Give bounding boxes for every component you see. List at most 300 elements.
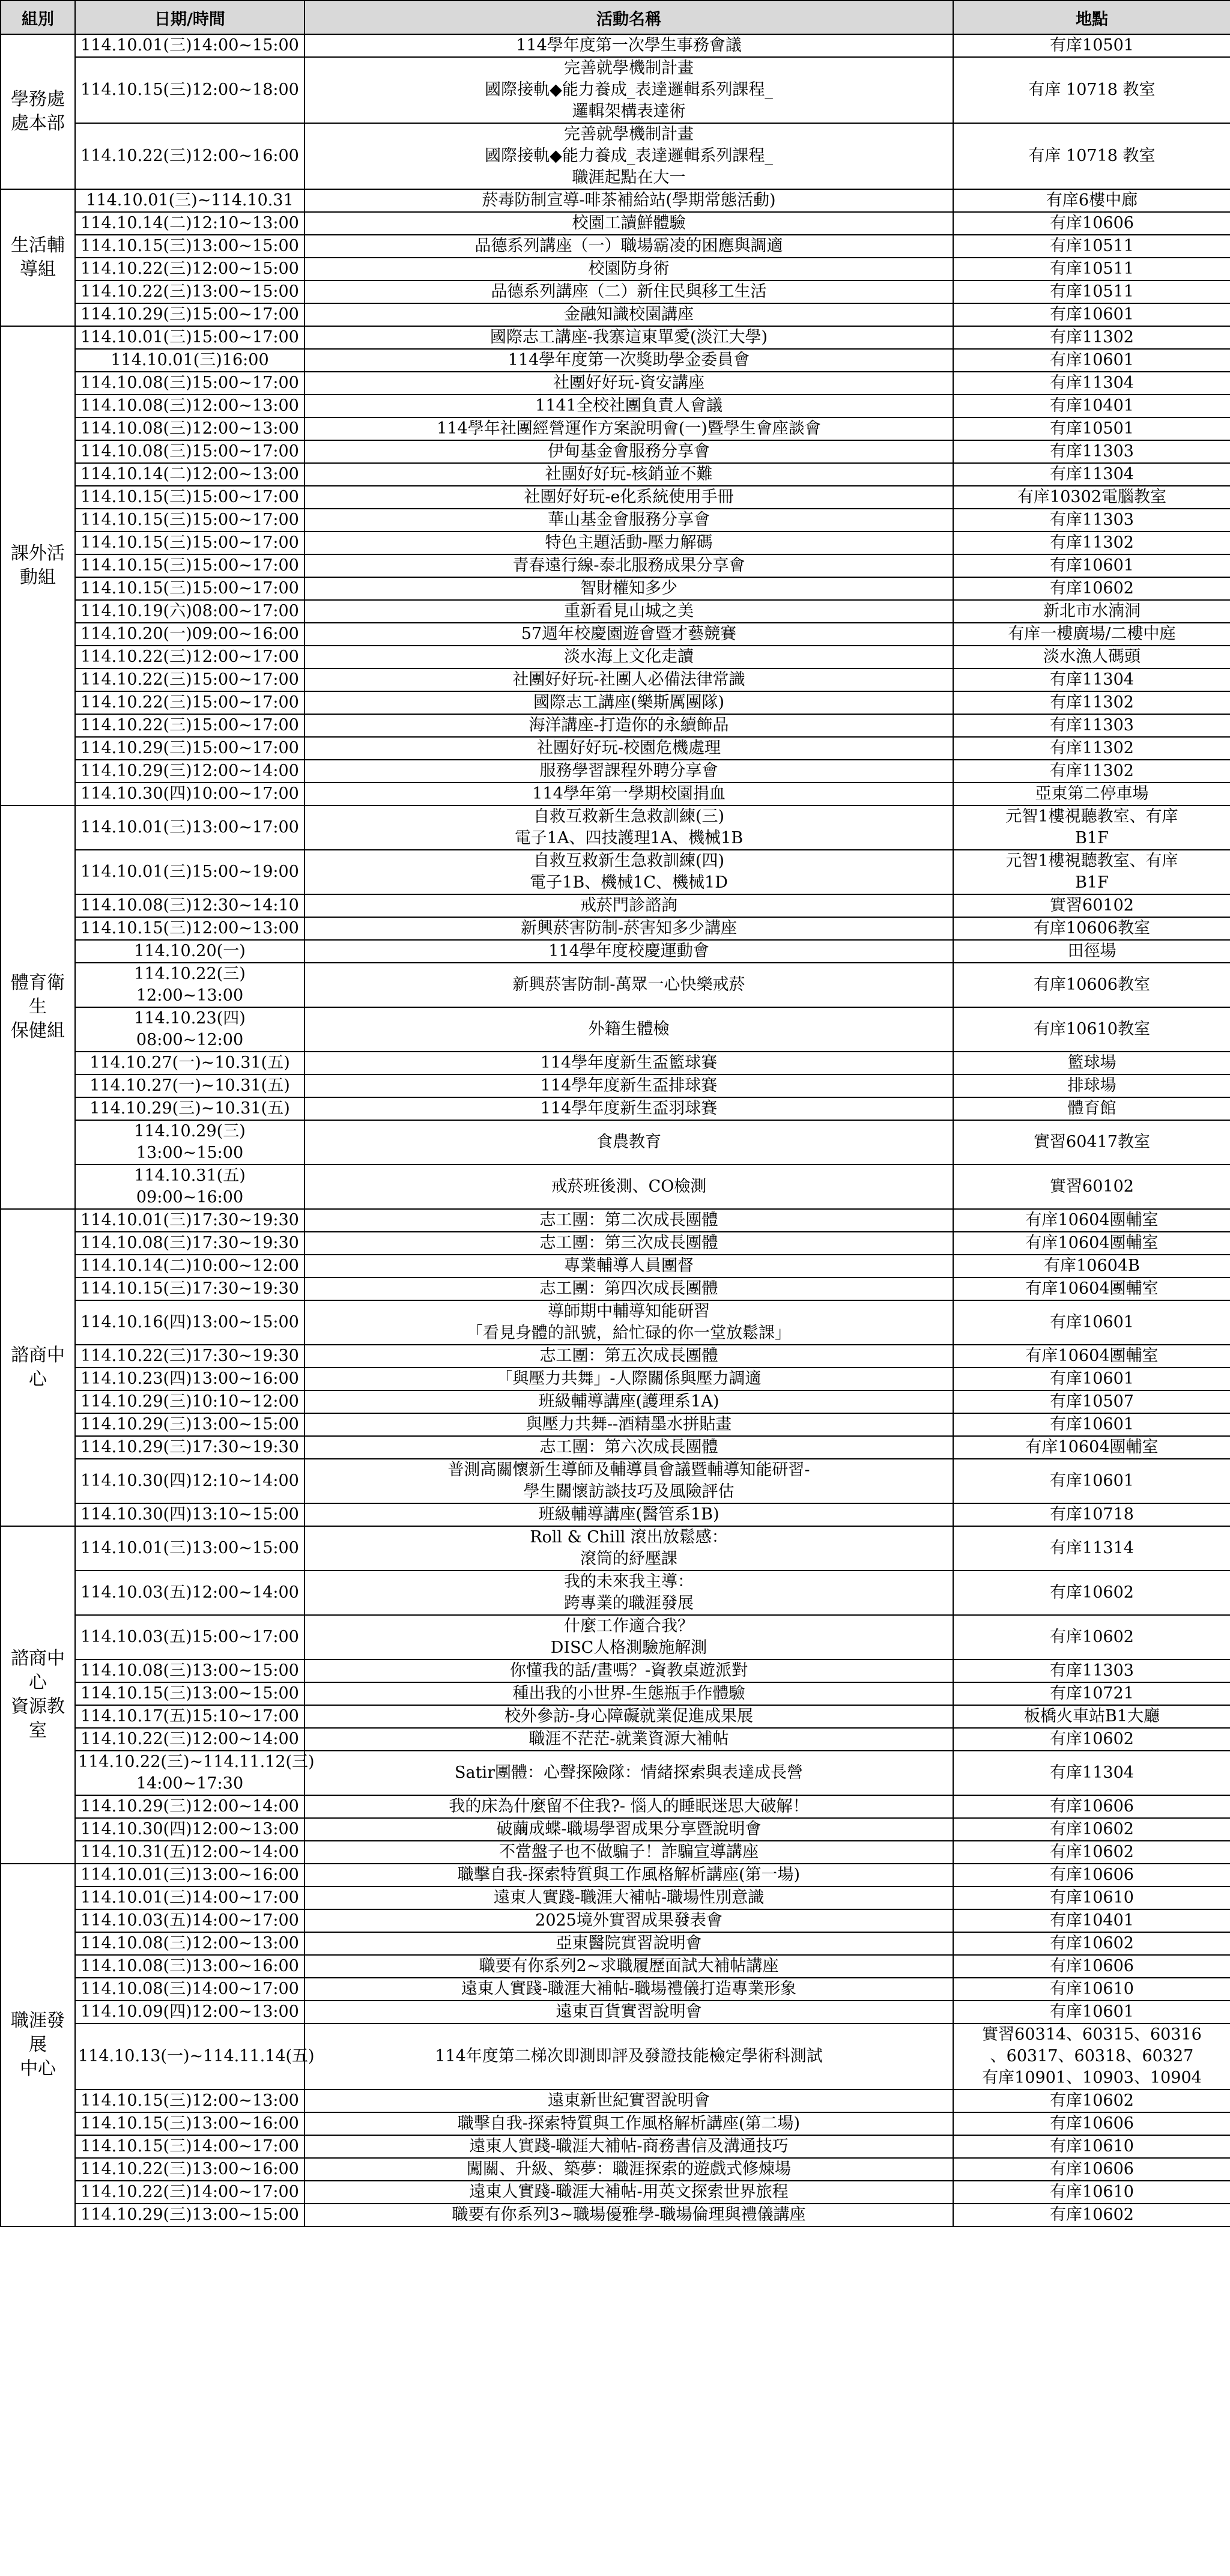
cell-location: 有庠10602 [953, 1615, 1230, 1659]
table-row [1, 123, 1230, 189]
table-row [1, 532, 1230, 554]
table-row [1, 1728, 1230, 1751]
cell-date: 114.10.30(四)12:10~14:00 [75, 1459, 304, 1503]
cell-activity: 新興菸害防制-萬眾一心快樂戒菸 [304, 963, 953, 1007]
cell-location: 淡水漁人碼頭 [953, 646, 1230, 668]
table-row [1, 212, 1230, 235]
cell-location: 有庠10401 [953, 1909, 1230, 1932]
cell-location: 新北市水湳洞 [953, 600, 1230, 623]
cell-date: 114.10.01(三)~114.10.31 [75, 189, 304, 212]
table-row [1, 1232, 1230, 1255]
cell-location: 有庠11304 [953, 463, 1230, 486]
table-row [1, 1682, 1230, 1705]
cell-date: 114.10.20(一)09:00~16:00 [75, 623, 304, 646]
cell-activity: 職擊自我-探索特質與工作風格解析講座(第二場) [304, 2112, 953, 2135]
table-row [1, 760, 1230, 783]
cell-location: 有庠10606教室 [953, 963, 1230, 1007]
table-row [1, 57, 1230, 123]
table-row [1, 189, 1230, 212]
cell-date: 114.10.22(三)12:00~17:00 [75, 646, 304, 668]
cell-date: 114.10.01(三)13:00~15:00 [75, 1526, 304, 1571]
table-row [1, 326, 1230, 349]
cell-location: 有庠11302 [953, 760, 1230, 783]
table-row [1, 417, 1230, 440]
cell-location: 有庠10602 [953, 1728, 1230, 1751]
cell-date: 114.10.29(三)15:00~17:00 [75, 737, 304, 760]
table-row [1, 1209, 1230, 1232]
cell-location: 有庠10501 [953, 417, 1230, 440]
cell-location: 有庠10604團輔室 [953, 1345, 1230, 1368]
cell-location: 有庠10610 [953, 1887, 1230, 1909]
table-row [1, 1615, 1230, 1659]
cell-activity: 社團好好玩-e化系統使用手冊 [304, 486, 953, 509]
header-location: 地點 [953, 1, 1230, 34]
cell-activity: 114學年度第一次獎助學金委員會 [304, 349, 953, 372]
cell-location: 板橋火車站B1大廳 [953, 1705, 1230, 1728]
table-row [1, 1887, 1230, 1909]
table-row [1, 1955, 1230, 1978]
cell-location: 元智1樓視聽教室、有庠 B1F [953, 805, 1230, 850]
cell-activity: 國際志工講座(樂斯厲團隊) [304, 691, 953, 714]
cell-activity: 亞東醫院實習說明會 [304, 1932, 953, 1955]
cell-location: 籃球場 [953, 1052, 1230, 1074]
cell-date: 114.10.01(三)15:00~19:00 [75, 850, 304, 894]
cell-location: 有庠10602 [953, 1818, 1230, 1841]
cell-date: 114.10.29(三)12:00~14:00 [75, 1795, 304, 1818]
cell-activity: Roll & Chill 滾出放鬆感： 滾筒的紓壓課 [304, 1526, 953, 1571]
table-row [1, 1436, 1230, 1459]
cell-date: 114.10.08(三)13:00~15:00 [75, 1659, 304, 1682]
cell-date: 114.10.22(三) 12:00~13:00 [75, 963, 304, 1007]
group-name: 諮商中心 [1, 1209, 75, 1526]
cell-location: 有庠10511 [953, 235, 1230, 258]
cell-activity: 社團好好玩-社團人必備法律常識 [304, 668, 953, 691]
cell-location: 田徑場 [953, 940, 1230, 963]
table-row [1, 2181, 1230, 2204]
table-row [1, 2001, 1230, 2023]
cell-activity: 志工團：第三次成長團體 [304, 1232, 953, 1255]
cell-location: 有庠10601 [953, 303, 1230, 326]
cell-activity: 海洋講座-打造你的永續飾品 [304, 714, 953, 737]
cell-date: 114.10.01(三)15:00~17:00 [75, 326, 304, 349]
cell-date: 114.10.08(三)15:00~17:00 [75, 440, 304, 463]
header-row [1, 1, 1230, 34]
cell-activity: 57週年校慶園遊會暨才藝競賽 [304, 623, 953, 646]
cell-date: 114.10.08(三)15:00~17:00 [75, 372, 304, 395]
table-row [1, 2135, 1230, 2158]
cell-activity: 食農教育 [304, 1120, 953, 1165]
table-row [1, 963, 1230, 1007]
table-row [1, 646, 1230, 668]
cell-date: 114.10.29(三)17:30~19:30 [75, 1436, 304, 1459]
cell-activity: 特色主題活動-壓力解碼 [304, 532, 953, 554]
cell-activity: 職涯不茫茫-就業資源大補帖 [304, 1728, 953, 1751]
cell-activity: 淡水海上文化走讀 [304, 646, 953, 668]
cell-activity: 國際志工講座-我寨這東單愛(淡江大學) [304, 326, 953, 349]
cell-date: 114.10.15(三)12:00~13:00 [75, 2090, 304, 2112]
cell-location: 有庠10610 [953, 2181, 1230, 2204]
cell-activity: 我的床為什麼留不住我?- 惱人的睡眠迷思大破解！ [304, 1795, 953, 1818]
cell-activity: 青春遠行線-泰北服務成果分享會 [304, 554, 953, 577]
cell-date: 114.10.15(三)13:00~16:00 [75, 2112, 304, 2135]
cell-location: 有庠11303 [953, 1659, 1230, 1682]
cell-date: 114.10.29(三)15:00~17:00 [75, 303, 304, 326]
table-row [1, 1390, 1230, 1413]
cell-date: 114.10.14(二)12:00~13:00 [75, 463, 304, 486]
table-row [1, 668, 1230, 691]
group-name: 體育衛生 保健組 [1, 805, 75, 1209]
cell-activity: 遠東人實踐-職涯大補帖-職場禮儀打造專業形象 [304, 1978, 953, 2001]
table-row [1, 258, 1230, 280]
cell-date: 114.10.15(三)15:00~17:00 [75, 509, 304, 532]
table-row [1, 805, 1230, 850]
cell-date: 114.10.01(三)14:00~15:00 [75, 34, 304, 57]
cell-activity: 什麼工作適合我？ DISC人格測驗施解測 [304, 1615, 953, 1659]
cell-activity: 服務學習課程外聘分享會 [304, 760, 953, 783]
cell-date: 114.10.15(三)15:00~17:00 [75, 532, 304, 554]
table-row [1, 1571, 1230, 1615]
table-row [1, 2204, 1230, 2226]
table-row [1, 1795, 1230, 1818]
cell-activity: 遠東人實踐-職涯大補帖-商務書信及溝通技巧 [304, 2135, 953, 2158]
cell-activity: 種出我的小世界-生態瓶手作體驗 [304, 1682, 953, 1705]
cell-date: 114.10.29(三)~10.31(五) [75, 1097, 304, 1120]
table-row [1, 783, 1230, 805]
cell-location: 有庠10604團輔室 [953, 1436, 1230, 1459]
cell-activity: 班級輔導講座(醫管系1B) [304, 1503, 953, 1526]
cell-location: 實習60102 [953, 1165, 1230, 1209]
cell-location: 有庠11302 [953, 532, 1230, 554]
cell-date: 114.10.22(三)15:00~17:00 [75, 691, 304, 714]
cell-date: 114.10.14(二)10:00~12:00 [75, 1255, 304, 1277]
table-row [1, 1368, 1230, 1390]
cell-location: 有庠11303 [953, 440, 1230, 463]
cell-location: 有庠10606教室 [953, 917, 1230, 940]
cell-date: 114.10.22(三)~114.11.12(三) 14:00~17:30 [75, 1751, 304, 1795]
cell-location: 有庠10604團輔室 [953, 1277, 1230, 1300]
table-row [1, 1345, 1230, 1368]
cell-activity: 你懂我的話/畫嗎？-資教桌遊派對 [304, 1659, 953, 1682]
table-row [1, 2158, 1230, 2181]
cell-location: 有庠10606 [953, 2158, 1230, 2181]
cell-date: 114.10.15(三)13:00~15:00 [75, 235, 304, 258]
cell-location: 有庠10604B [953, 1255, 1230, 1277]
cell-activity: 品德系列講座（二）新住民與移工生活 [304, 280, 953, 303]
cell-activity: 外籍生體檢 [304, 1007, 953, 1052]
table-row [1, 280, 1230, 303]
cell-activity: 志工團：第六次成長團體 [304, 1436, 953, 1459]
table-row [1, 2112, 1230, 2135]
cell-date: 114.10.08(三)12:00~13:00 [75, 417, 304, 440]
header-date: 日期/時間 [75, 1, 304, 34]
cell-location: 有庠10302電腦教室 [953, 486, 1230, 509]
cell-activity: 校園工讀鮮體驗 [304, 212, 953, 235]
cell-location: 有庠11314 [953, 1526, 1230, 1571]
cell-location: 有庠10610教室 [953, 1007, 1230, 1052]
cell-activity: 2025境外實習成果發表會 [304, 1909, 953, 1932]
header-group: 組別 [1, 1, 75, 34]
cell-activity: 專業輔導人員團督 [304, 1255, 953, 1277]
cell-location: 有庠10601 [953, 2001, 1230, 2023]
cell-activity: 班級輔導講座(護理系1A) [304, 1390, 953, 1413]
cell-location: 有庠10501 [953, 34, 1230, 57]
table-row [1, 1705, 1230, 1728]
table-row [1, 372, 1230, 395]
table-row [1, 1864, 1230, 1887]
cell-location: 有庠11304 [953, 1751, 1230, 1795]
table-row [1, 554, 1230, 577]
cell-date: 114.10.15(三)12:00~18:00 [75, 57, 304, 123]
table-row [1, 486, 1230, 509]
cell-activity: 戒菸門診諮詢 [304, 894, 953, 917]
cell-location: 有庠10602 [953, 577, 1230, 600]
group-name: 諮商中心 資源教室 [1, 1526, 75, 1864]
cell-date: 114.10.22(三)15:00~17:00 [75, 714, 304, 737]
cell-activity: 校園防身術 [304, 258, 953, 280]
cell-date: 114.10.15(三)15:00~17:00 [75, 554, 304, 577]
cell-date: 114.10.03(五)12:00~14:00 [75, 1571, 304, 1615]
table-row [1, 600, 1230, 623]
cell-date: 114.10.15(三)14:00~17:00 [75, 2135, 304, 2158]
cell-activity: 與壓力共舞--酒精墨水拼貼畫 [304, 1413, 953, 1436]
table-row [1, 395, 1230, 417]
table-row [1, 349, 1230, 372]
cell-activity: 114學年第一學期校園捐血 [304, 783, 953, 805]
cell-location: 有庠10606 [953, 1795, 1230, 1818]
cell-date: 114.10.22(三)13:00~15:00 [75, 280, 304, 303]
cell-activity: 闖關、升級、築夢：職涯探索的遊戲式修煉場 [304, 2158, 953, 2181]
cell-date: 114.10.14(二)12:10~13:00 [75, 212, 304, 235]
cell-date: 114.10.20(一) [75, 940, 304, 963]
table-row [1, 917, 1230, 940]
cell-location: 有庠10601 [953, 1413, 1230, 1436]
cell-date: 114.10.03(五)15:00~17:00 [75, 1615, 304, 1659]
cell-activity: 自救互救新生急救訓練(四) 電子1B、機械1C、機械1D [304, 850, 953, 894]
cell-date: 114.10.08(三)17:30~19:30 [75, 1232, 304, 1255]
table-row [1, 1932, 1230, 1955]
cell-location: 有庠10601 [953, 1300, 1230, 1345]
cell-location: 有庠10718 [953, 1503, 1230, 1526]
cell-activity: 114學年社團經營運作方案說明會(一)暨學生會座談會 [304, 417, 953, 440]
cell-location: 有庠10601 [953, 554, 1230, 577]
cell-date: 114.10.22(三)15:00~17:00 [75, 668, 304, 691]
cell-date: 114.10.15(三)17:30~19:30 [75, 1277, 304, 1300]
cell-activity: 遠東新世紀實習說明會 [304, 2090, 953, 2112]
cell-location: 體育館 [953, 1097, 1230, 1120]
table-row [1, 1659, 1230, 1682]
cell-date: 114.10.01(三)17:30~19:30 [75, 1209, 304, 1232]
cell-date: 114.10.23(四)13:00~16:00 [75, 1368, 304, 1390]
cell-date: 114.10.29(三)13:00~15:00 [75, 1413, 304, 1436]
table-row [1, 1300, 1230, 1345]
cell-activity: 職要有你系列3~職場優雅學-職場倫理與禮儀講座 [304, 2204, 953, 2226]
table-row [1, 509, 1230, 532]
table-row [1, 34, 1230, 57]
cell-activity: 114學年度新生盃排球賽 [304, 1074, 953, 1097]
table-row [1, 2090, 1230, 2112]
cell-activity: 普測高關懷新生導師及輔導員會議暨輔導知能研習- 學生關懷訪談技巧及風險評估 [304, 1459, 953, 1503]
cell-date: 114.10.30(四)10:00~17:00 [75, 783, 304, 805]
cell-location: 有庠11302 [953, 691, 1230, 714]
cell-date: 114.10.22(三)17:30~19:30 [75, 1345, 304, 1368]
cell-date: 114.10.22(三)13:00~16:00 [75, 2158, 304, 2181]
cell-location: 實習60314、60315、60316 、60317、60318、60327 有庠10901、10903、10904 [953, 2023, 1230, 2090]
cell-date: 114.10.22(三)12:00~14:00 [75, 1728, 304, 1751]
table-row [1, 235, 1230, 258]
cell-date: 114.10.01(三)13:00~16:00 [75, 1864, 304, 1887]
cell-location: 有庠6樓中廊 [953, 189, 1230, 212]
cell-activity: 校外參訪-身心障礙就業促進成果展 [304, 1705, 953, 1728]
table-row [1, 691, 1230, 714]
cell-date: 114.10.16(四)13:00~15:00 [75, 1300, 304, 1345]
cell-activity: 114學年度校慶運動會 [304, 940, 953, 963]
cell-location: 排球場 [953, 1074, 1230, 1097]
table-row [1, 737, 1230, 760]
cell-activity: 品德系列講座（一）職場霸凌的困應與調適 [304, 235, 953, 258]
cell-date: 114.10.27(一)~10.31(五) [75, 1074, 304, 1097]
cell-location: 有庠一樓廣場/二樓中庭 [953, 623, 1230, 646]
table-row [1, 463, 1230, 486]
cell-activity: 完善就學機制計畫 國際接軌◆能力養成_表達邏輯系列課程_ 邏輯架構表達術 [304, 57, 953, 123]
schedule-body [1, 34, 1230, 2226]
cell-activity: 金融知識校園講座 [304, 303, 953, 326]
header-activity: 活動名稱 [304, 1, 953, 34]
cell-date: 114.10.30(四)12:00~13:00 [75, 1818, 304, 1841]
table-row [1, 2023, 1230, 2090]
cell-location: 有庠10721 [953, 1682, 1230, 1705]
cell-location: 有庠11303 [953, 509, 1230, 532]
cell-activity: 重新看見山城之美 [304, 600, 953, 623]
cell-location: 有庠10602 [953, 1571, 1230, 1615]
table-row [1, 303, 1230, 326]
group-name: 生活輔導組 [1, 189, 75, 326]
cell-location: 有庠10601 [953, 349, 1230, 372]
cell-location: 有庠11304 [953, 668, 1230, 691]
cell-location: 有庠11303 [953, 714, 1230, 737]
cell-activity: 遠東人實踐-職涯大補帖-職場性別意識 [304, 1887, 953, 1909]
cell-location: 有庠10601 [953, 1459, 1230, 1503]
table-row [1, 1841, 1230, 1864]
cell-activity: 114學年度新生盃籃球賽 [304, 1052, 953, 1074]
table-row [1, 894, 1230, 917]
cell-location: 有庠10604團輔室 [953, 1232, 1230, 1255]
cell-location: 有庠10606 [953, 2112, 1230, 2135]
cell-location: 有庠10606 [953, 212, 1230, 235]
cell-date: 114.10.29(三) 13:00~15:00 [75, 1120, 304, 1165]
cell-date: 114.10.30(四)13:10~15:00 [75, 1503, 304, 1526]
cell-activity: 社團好好玩-資安講座 [304, 372, 953, 395]
group-name: 職涯發展 中心 [1, 1864, 75, 2226]
cell-date: 114.10.03(五)14:00~17:00 [75, 1909, 304, 1932]
cell-activity: 完善就學機制計畫 國際接軌◆能力養成_表達邏輯系列課程_ 職涯起點在大一 [304, 123, 953, 189]
table-row [1, 1277, 1230, 1300]
cell-activity: 社團好好玩-核銷並不難 [304, 463, 953, 486]
cell-activity: 志工團：第四次成長團體 [304, 1277, 953, 1300]
cell-date: 114.10.08(三)12:00~13:00 [75, 1932, 304, 1955]
cell-date: 114.10.22(三)12:00~16:00 [75, 123, 304, 189]
cell-location: 有庠 10718 教室 [953, 123, 1230, 189]
cell-location: 有庠10606 [953, 1864, 1230, 1887]
table-row [1, 850, 1230, 894]
cell-date: 114.10.01(三)13:00~17:00 [75, 805, 304, 850]
cell-location: 有庠10610 [953, 2135, 1230, 2158]
cell-activity: Satir團體：心聲探險隊：情緒探索與表達成長營 [304, 1751, 953, 1795]
group-name: 課外活動組 [1, 326, 75, 805]
table-row [1, 1751, 1230, 1795]
cell-date: 114.10.13(一)~114.11.14(五) [75, 2023, 304, 2090]
cell-activity: 志工團：第五次成長團體 [304, 1345, 953, 1368]
cell-date: 114.10.15(三)13:00~15:00 [75, 1682, 304, 1705]
cell-date: 114.10.27(一)~10.31(五) [75, 1052, 304, 1074]
cell-date: 114.10.31(五) 09:00~16:00 [75, 1165, 304, 1209]
table-row [1, 440, 1230, 463]
cell-activity: 伊甸基金會服務分享會 [304, 440, 953, 463]
cell-activity: 社團好好玩-校園危機處理 [304, 737, 953, 760]
table-row [1, 1097, 1230, 1120]
cell-activity: 破繭成蝶-職場學習成果分享暨說明會 [304, 1818, 953, 1841]
cell-date: 114.10.17(五)15:10~17:00 [75, 1705, 304, 1728]
cell-location: 元智1樓視聽教室、有庠 B1F [953, 850, 1230, 894]
cell-location: 有庠10511 [953, 258, 1230, 280]
cell-activity: 不當盤子也不做騙子！詐騙宣導講座 [304, 1841, 953, 1864]
cell-location: 有庠10401 [953, 395, 1230, 417]
cell-date: 114.10.15(三)15:00~17:00 [75, 577, 304, 600]
cell-location: 有庠10511 [953, 280, 1230, 303]
cell-date: 114.10.01(三)16:00 [75, 349, 304, 372]
table-row [1, 1074, 1230, 1097]
cell-location: 實習60417教室 [953, 1120, 1230, 1165]
table-row [1, 623, 1230, 646]
cell-location: 有庠10602 [953, 2090, 1230, 2112]
table-row [1, 1413, 1230, 1436]
cell-location: 有庠11302 [953, 737, 1230, 760]
cell-activity: 114學年度第一次學生事務會議 [304, 34, 953, 57]
table-row [1, 1978, 1230, 2001]
table-row [1, 714, 1230, 737]
cell-location: 有庠10610 [953, 1978, 1230, 2001]
cell-location: 有庠10602 [953, 1841, 1230, 1864]
cell-activity: 遠東人實踐-職涯大補帖-用英文探索世界旅程 [304, 2181, 953, 2204]
table-row [1, 940, 1230, 963]
cell-date: 114.10.19(六)08:00~17:00 [75, 600, 304, 623]
cell-date: 114.10.22(三)14:00~17:00 [75, 2181, 304, 2204]
cell-date: 114.10.08(三)14:00~17:00 [75, 1978, 304, 2001]
cell-date: 114.10.15(三)15:00~17:00 [75, 486, 304, 509]
table-row [1, 1459, 1230, 1503]
cell-activity: 114學年度新生盃羽球賽 [304, 1097, 953, 1120]
table-row [1, 1052, 1230, 1074]
table-row [1, 1255, 1230, 1277]
cell-activity: 華山基金會服務分享會 [304, 509, 953, 532]
cell-activity: 自救互救新生急救訓練(三) 電子1A、四技護理1A、機械1B [304, 805, 953, 850]
cell-location: 有庠10602 [953, 1932, 1230, 1955]
cell-location: 有庠11302 [953, 326, 1230, 349]
cell-activity: 菸毒防制宣導-啡茶補給站(學期常態活動) [304, 189, 953, 212]
cell-date: 114.10.29(三)13:00~15:00 [75, 2204, 304, 2226]
cell-activity: 遠東百貨實習說明會 [304, 2001, 953, 2023]
cell-date: 114.10.09(四)12:00~13:00 [75, 2001, 304, 2023]
table-row [1, 1503, 1230, 1526]
cell-activity: 志工團：第二次成長團體 [304, 1209, 953, 1232]
table-row [1, 577, 1230, 600]
cell-location: 有庠10601 [953, 1368, 1230, 1390]
cell-activity: 114年度第二梯次即測即評及發證技能檢定學術科測試 [304, 2023, 953, 2090]
cell-date: 114.10.15(三)12:00~13:00 [75, 917, 304, 940]
cell-activity: 智財權知多少 [304, 577, 953, 600]
cell-activity: 戒菸班後測、CO檢測 [304, 1165, 953, 1209]
cell-location: 實習60102 [953, 894, 1230, 917]
cell-date: 114.10.31(五)12:00~14:00 [75, 1841, 304, 1864]
